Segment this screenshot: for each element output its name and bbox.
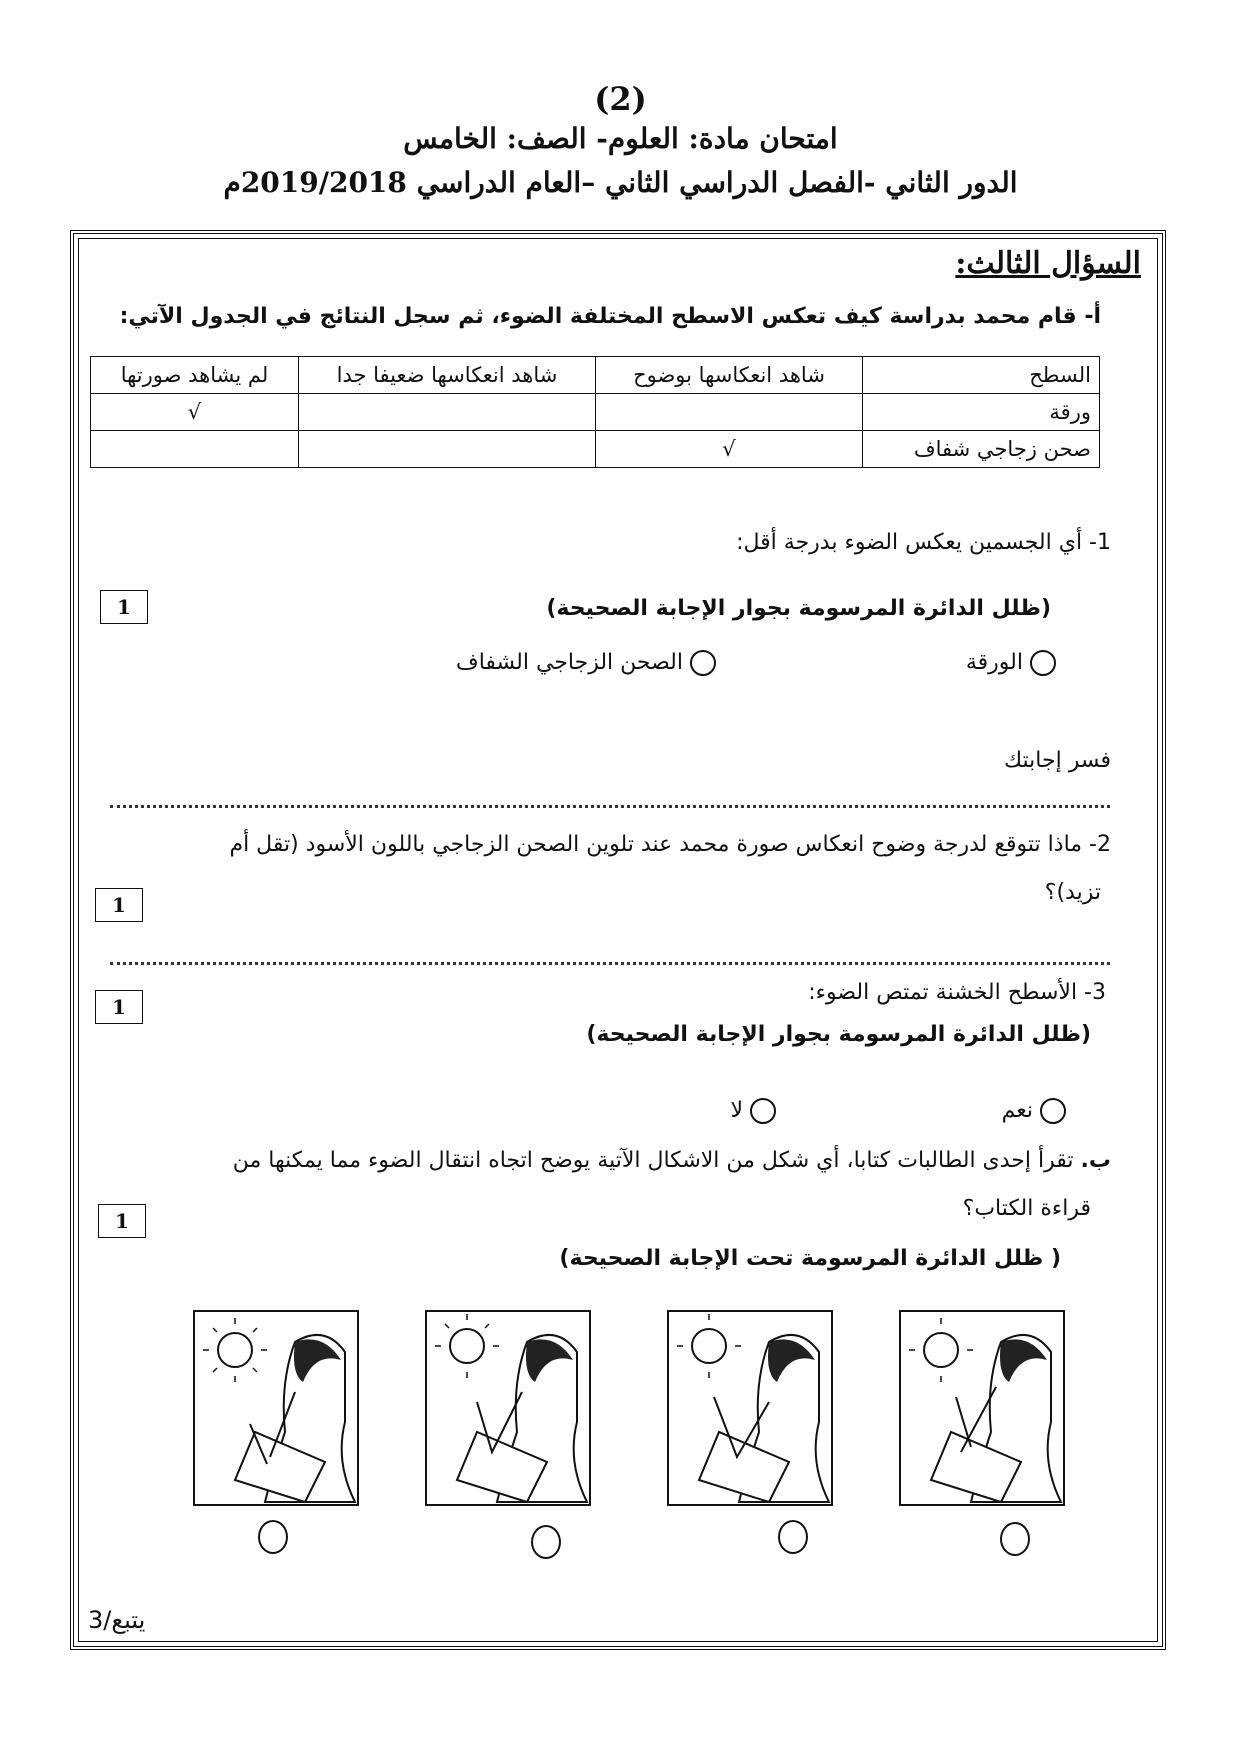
option-label: الصحن الزجاجي الشفاف xyxy=(455,650,683,675)
reading-girl-image xyxy=(667,1310,833,1506)
part-b-line2: قراءة الكتاب؟ xyxy=(962,1196,1091,1221)
exam-title: امتحان مادة: العلوم- الصف: الخامس xyxy=(403,122,838,155)
q1-instruction: (ظلل الدائرة المرسومة بجوار الإجابة الصحيحة) xyxy=(546,596,1051,621)
radio-circle-icon[interactable] xyxy=(531,1525,561,1559)
table-cell: ورقة xyxy=(863,394,1100,431)
exam-session: الدور الثاني -الفصل الدراسي الثاني –العام الدراسي 2019/2018م xyxy=(223,166,1018,199)
q1-score-box: 1 xyxy=(100,590,148,624)
part-b-score-box: 1 xyxy=(98,1204,146,1238)
header-clear: شاهد انعكاسها بوضوح xyxy=(596,357,863,394)
q3-option-no[interactable] xyxy=(730,1098,776,1124)
header-surface: السطح xyxy=(863,357,1100,394)
reading-girl-arrows-down-icon xyxy=(195,1312,357,1504)
table-cell xyxy=(91,431,299,468)
option-label: لا xyxy=(730,1098,743,1123)
table-cell: √ xyxy=(596,431,863,468)
q2-score-box: 1 xyxy=(95,888,143,922)
q1-text: 1- أي الجسمين يعكس الضوء بدرجة أقل: xyxy=(736,530,1111,555)
reading-girl-arrows-up-icon xyxy=(427,1312,589,1504)
reading-girl-arrows-mixed-icon xyxy=(669,1312,831,1504)
table-cell xyxy=(596,394,863,431)
part-b-text: تقرأ إحدى الطالبات كتابا، أي شكل من الاشكال الآتية يوضح اتجاه انتقال الضوء مما يمكنها من xyxy=(232,1148,1074,1173)
radio-circle-icon[interactable] xyxy=(778,1520,808,1554)
reading-girl-arrows-eye-icon xyxy=(901,1312,1063,1504)
answer-line[interactable] xyxy=(110,805,1110,808)
part-b-line1 xyxy=(233,1148,1111,1173)
radio-circle-icon[interactable] xyxy=(1030,650,1056,676)
header-none: لم يشاهد صورتها xyxy=(91,357,299,394)
reading-girl-image xyxy=(425,1310,591,1506)
table-row xyxy=(91,431,1100,468)
q3-text: 3- الأسطح الخشنة تمتص الضوء: xyxy=(808,980,1106,1005)
radio-circle-icon[interactable] xyxy=(258,1520,288,1554)
table-cell xyxy=(299,394,596,431)
q3-option-yes[interactable] xyxy=(1002,1098,1066,1124)
part-b-instruction: ( ظلل الدائرة المرسومة تحت الإجابة الصحيحة) xyxy=(559,1246,1061,1271)
question-title: السؤال الثالث: xyxy=(955,246,1141,281)
reading-girl-image xyxy=(193,1310,359,1506)
table-cell: √ xyxy=(91,394,299,431)
reading-girl-image xyxy=(899,1310,1065,1506)
q2-text-line2: تزيد)؟ xyxy=(1044,880,1101,905)
option-label: الورقة xyxy=(965,650,1023,675)
table-header-row xyxy=(91,357,1100,394)
page-number: (2) xyxy=(594,80,647,118)
radio-circle-icon[interactable] xyxy=(1000,1522,1030,1556)
part-a-text: أ- قام محمد بدراسة كيف تعكس الاسطح المختلفة الضوء، ثم سجل النتائج في الجدول الآتي: xyxy=(119,304,1101,329)
table-cell: صحن زجاجي شفاف xyxy=(863,431,1100,468)
radio-circle-icon[interactable] xyxy=(690,650,716,676)
radio-circle-icon[interactable] xyxy=(1040,1098,1066,1124)
explain-label: فسر إجابتك xyxy=(1004,748,1111,773)
answer-line[interactable] xyxy=(110,962,1110,965)
q1-option-glass[interactable] xyxy=(456,650,716,676)
header-weak: شاهد انعكاسها ضعيفا جدا xyxy=(299,357,596,394)
results-table xyxy=(90,356,1100,468)
table-cell xyxy=(299,431,596,468)
part-b-label: ب. xyxy=(1080,1148,1111,1173)
continue-note: يتبع/3 xyxy=(88,1606,146,1634)
q3-instruction: (ظلل الدائرة المرسومة بجوار الإجابة الصحيحة) xyxy=(586,1022,1091,1047)
q2-text-line1: 2- ماذا تتوقع لدرجة وضوح انعكاس صورة محمد عند تلوين الصحن الزجاجي باللون الأسود (تقل أم xyxy=(229,832,1111,857)
q1-option-paper[interactable] xyxy=(966,650,1056,676)
radio-circle-icon[interactable] xyxy=(750,1098,776,1124)
option-label: نعم xyxy=(1001,1098,1033,1123)
q3-score-box: 1 xyxy=(95,990,143,1024)
table-row xyxy=(91,394,1100,431)
